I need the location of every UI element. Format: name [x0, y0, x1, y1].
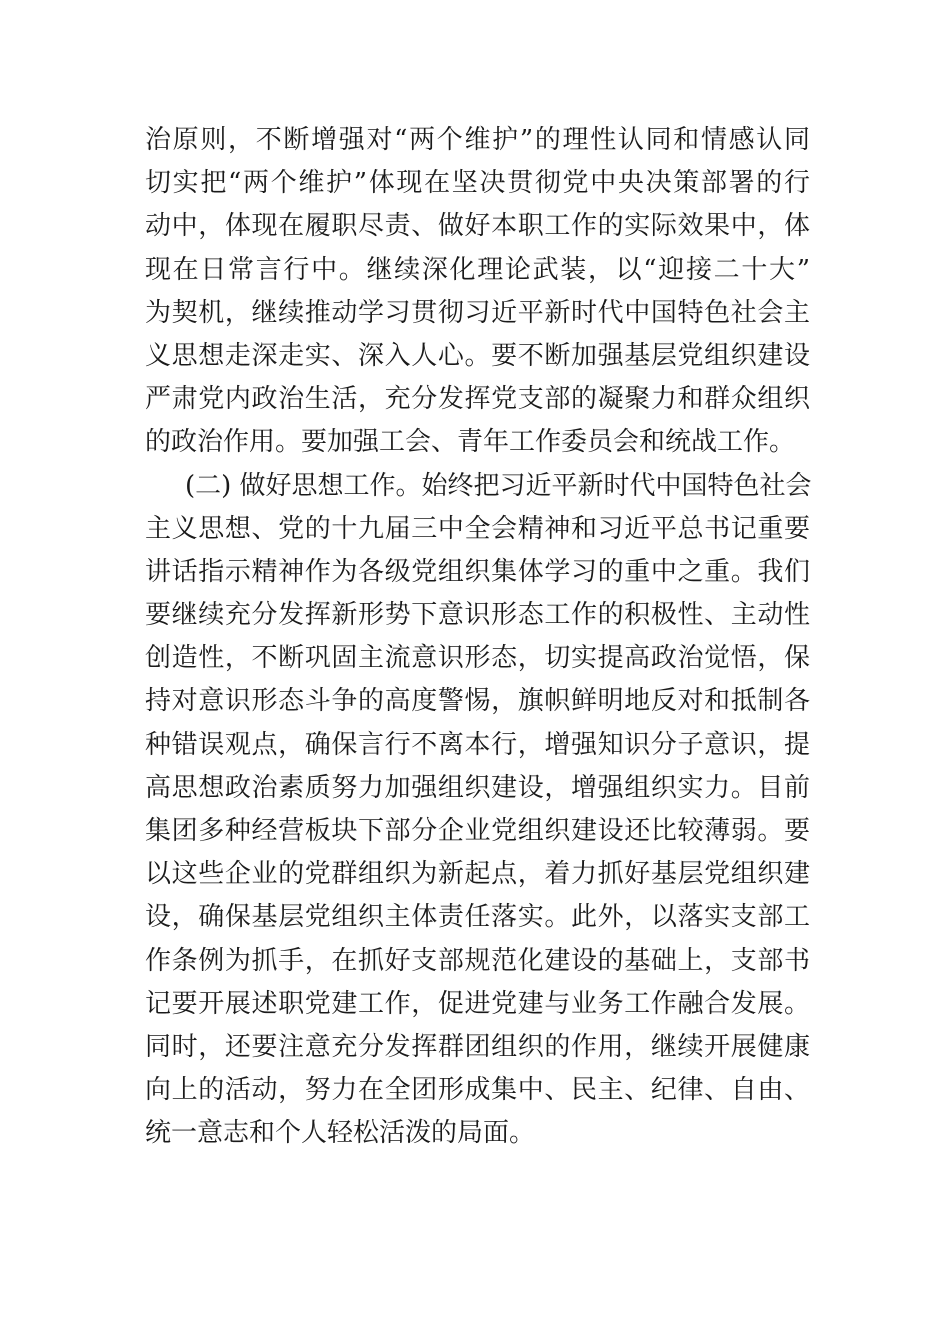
text-line: 统一意志和个人轻松活泼的局面。: [145, 1118, 536, 1149]
text-line: 要继续充分发挥新形势下意识形态工作的积极性、主动性: [145, 600, 810, 631]
text-line: 动中，体现在履职尽责、做好本职工作的实际效果中，体: [145, 211, 810, 242]
text-line: 种错误观点，确保言行不离本行，增强知识分子意识，提: [145, 729, 810, 760]
text-line: 的政治作用。要加强工会、青年工作委员会和统战工作。: [145, 427, 796, 458]
text-line: 向上的活动，努力在全团形成集中、民主、纪律、自由、: [145, 1075, 810, 1106]
text-line: 讲话指示精神作为各级党组织集体学习的重中之重。我们: [145, 556, 810, 587]
text-line: 高思想政治素质努力加强组织建设，增强组织实力。目前: [145, 772, 810, 803]
paragraph-2: [145, 465, 810, 1156]
text-line: 现在日常言行中。继续深化理论武装，以“迎接二十大”: [145, 254, 810, 285]
text-line: 设，确保基层党组织主体责任落实。此外，以落实支部工: [145, 902, 810, 933]
paragraph-1: [145, 119, 810, 465]
text-line: 集团多种经营板块下部分企业党组织建设还比较薄弱。要: [145, 816, 810, 846]
text-line: 作条例为抓手，在抓好支部规范化建设的基础上，支部书: [145, 945, 810, 976]
text-line: 持对意识形态斗争的高度警惕，旗帜鲜明地反对和抵制各: [145, 686, 810, 717]
text-line: 记要开展述职党建工作，促进党建与业务工作融合发展。: [145, 988, 810, 1019]
text-line: 主义思想、党的十九届三中全会精神和习近平总书记重要: [145, 513, 810, 544]
text-line: 以这些企业的党群组织为新起点，着力抓好基层党组织建: [145, 859, 810, 890]
text-line: 义思想走深走实、深入人心。要不断加强基层党组织建设: [145, 340, 810, 371]
text-line: 为契机，继续推动学习贯彻习近平新时代中国特色社会主: [145, 297, 810, 328]
text-line: 严肃党内政治生活，充分发挥党支部的凝聚力和群众组织: [145, 384, 810, 415]
body-text: [145, 119, 810, 1156]
text-line: (二) 做好思想工作。始终把习近平新时代中国特色社会: [185, 470, 812, 501]
text-line: 治原则，不断增强对“两个维护”的理性认同和情感认同: [145, 125, 810, 155]
text-line: 同时，还要注意充分发挥群团组织的作用，继续开展健康: [145, 1031, 810, 1062]
text-line: 创造性，不断巩固主流意识形态，切实提高政治觉悟，保: [145, 643, 810, 674]
text-line: 切实把“两个维护”体现在坚决贯彻党中央决策部署的行: [145, 168, 810, 199]
